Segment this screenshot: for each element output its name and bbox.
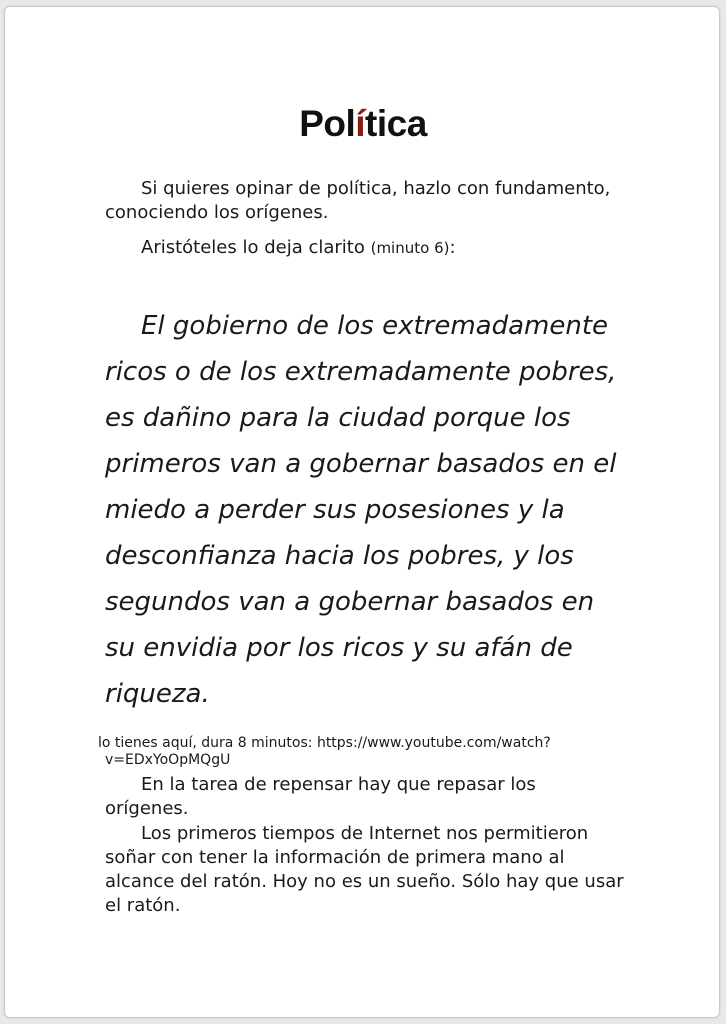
video-link-line-2: v=EDxYoOpMQgU <box>105 752 231 768</box>
title-accent-letter: í <box>355 103 366 144</box>
title-part-1: Pol <box>299 103 356 144</box>
aristotle-minute-note: (minuto 6) <box>370 239 450 257</box>
intro-paragraph: Si quieres opinar de política, hazlo con fundamento, conociendo los orígenes. <box>105 178 611 223</box>
page-title <box>5 103 721 145</box>
aristotle-colon: : <box>449 237 456 258</box>
document-page <box>4 6 720 1018</box>
aristotle-paragraph <box>105 236 625 260</box>
video-link-line-1: lo tienes aquí, dura 8 minutos: https://www.youtube.com/watch? <box>98 735 551 751</box>
title-part-2: tica <box>365 103 427 144</box>
aristotle-lead-text: Aristóteles lo deja clarito <box>141 237 371 258</box>
video-link-paragraph <box>98 735 618 769</box>
internet-paragraph: Los primeros tiempos de Internet nos permitieron soñar con tener la información de primera mano al alcance del ratón. Hoy no es un sueño. Sólo hay que usar el ratón. <box>105 823 624 916</box>
repensar-paragraph: En la tarea de repensar hay que repasar los orígenes. <box>105 774 536 819</box>
aristotle-quote: El gobierno de los extremadamente ricos o de los extremadamente pobres, es dañino para la ciudad porque los primeros van a gobernar basados en el miedo a perder sus posesiones y la desconfianza hacia los pobres, y los segundos van a gobernar basados en su envidia por los ricos y su afán de riqueza. <box>105 311 617 709</box>
